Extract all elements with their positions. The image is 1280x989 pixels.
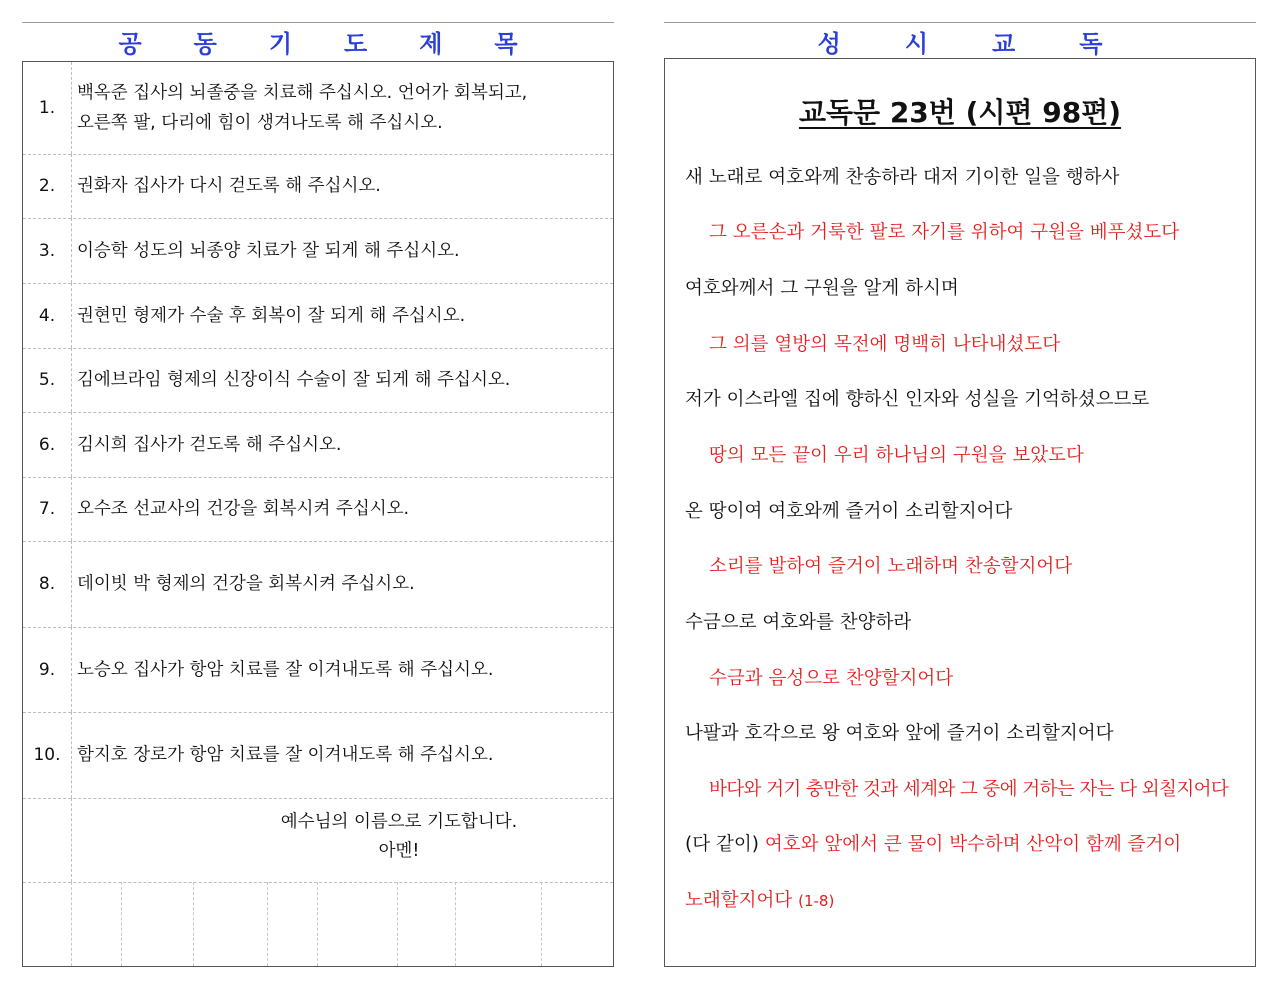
prayer-row bbox=[23, 283, 613, 349]
prayer-text: 오수조 선교사의 건강을 회복시켜 주십시오. bbox=[77, 499, 410, 519]
response-line: 수금과 음성으로 찬양할지어다 bbox=[709, 668, 954, 689]
prayer-text: 노승오 집사가 항암 치료를 잘 이겨내도록 해 주십시오. bbox=[77, 659, 494, 680]
prayer-number: 1. bbox=[38, 98, 56, 118]
prayer-text: 권현민 형제가 수술 후 회복이 잘 되게 해 주십시오. bbox=[77, 305, 466, 326]
response-line: 그 의를 열방의 목전에 명백히 나타내셨도다 bbox=[709, 334, 1061, 355]
prayer-number: 9. bbox=[38, 659, 56, 680]
prayer-number: 10. bbox=[33, 745, 61, 765]
leader-line: 온 땅이여 여호와께 즐거이 소리할지어다 bbox=[685, 501, 1013, 522]
prayer-text: 권화자 집사가 다시 걷도록 해 주십시오. bbox=[77, 176, 381, 196]
prayer-text: 김시희 집사가 걷도록 해 주십시오. bbox=[77, 434, 342, 455]
prayer-row bbox=[23, 348, 613, 413]
prayer-row bbox=[23, 477, 613, 542]
prayer-text: 백옥준 집사의 뇌졸중을 치료해 주십시오. 언어가 회복되고, 오른쪽 팔, 다리에 힘이 생겨나도록 해 주십시오. bbox=[77, 83, 528, 133]
closing-prayer-row bbox=[23, 798, 613, 883]
prayer-row bbox=[23, 154, 613, 219]
prayer-text: 이승학 성도의 뇌종양 치료가 잘 되게 해 주십시오. bbox=[77, 240, 460, 261]
response-line: 소리를 발하여 즐거이 노래하며 찬송할지어다 bbox=[709, 556, 1073, 577]
reading-heading: 교독문 23번 (시편 98편) bbox=[798, 96, 1122, 129]
prayer-number: 5. bbox=[38, 370, 56, 390]
prayer-number: 7. bbox=[38, 499, 56, 519]
closing-prayer bbox=[263, 808, 535, 866]
title-char: 동 bbox=[193, 29, 217, 58]
unison-line bbox=[685, 830, 1181, 856]
reading-section-title bbox=[664, 22, 1256, 59]
prayer-number: 4. bbox=[38, 305, 56, 326]
prayer-row bbox=[23, 627, 613, 713]
prayer-row bbox=[23, 712, 613, 799]
prayer-list-panel bbox=[22, 61, 614, 967]
unison-prefix: (다 같이) bbox=[685, 834, 759, 855]
title-char: 기 bbox=[268, 29, 292, 58]
title-char: 교 bbox=[992, 29, 1016, 58]
closing-line: 예수님의 이름으로 기도합니다. bbox=[280, 812, 518, 832]
title-char: 공 bbox=[118, 29, 142, 58]
prayer-section-title bbox=[22, 22, 614, 59]
prayer-text: 김에브라임 형제의 신장이식 수술이 잘 되게 해 주십시오. bbox=[77, 370, 511, 390]
prayer-number: 2. bbox=[38, 176, 56, 196]
response-line: 그 오른손과 거룩한 팔로 자기를 위하여 구원을 베푸셨도다 bbox=[709, 222, 1180, 243]
prayer-row bbox=[23, 541, 613, 628]
prayer-number: 3. bbox=[38, 240, 56, 261]
verse-reference: (1-8) bbox=[798, 892, 835, 910]
prayer-number: 6. bbox=[38, 434, 56, 455]
prayer-row bbox=[23, 412, 613, 478]
title-char: 성 bbox=[817, 29, 841, 58]
leader-line: 여호와께서 그 구원을 알게 하시며 bbox=[685, 278, 959, 299]
prayer-number: 8. bbox=[38, 574, 56, 594]
title-char: 시 bbox=[904, 29, 928, 58]
leader-line: 나팔과 호각으로 왕 여호와 앞에 즐거이 소리할지어다 bbox=[685, 723, 1114, 744]
unison-text: 노래할지어다 bbox=[685, 890, 793, 911]
response-line: 땅의 모든 끝이 우리 하나님의 구원을 보았도다 bbox=[709, 445, 1084, 466]
leader-line: 새 노래로 여호와께 찬송하라 대저 기이한 일을 행하사 bbox=[685, 167, 1120, 188]
prayer-text: 함지호 장로가 항암 치료를 잘 이겨내도록 해 주십시오. bbox=[77, 745, 494, 765]
prayer-text: 데이빗 박 형제의 건강을 회복시켜 주십시오. bbox=[77, 574, 415, 594]
response-line: 바다와 거기 충만한 것과 세계와 그 중에 거하는 자는 다 외칠지어다 bbox=[709, 779, 1229, 800]
leader-line: 수금으로 여호와를 찬양하라 bbox=[685, 612, 912, 633]
leader-line: 저가 이스라엘 집에 향하신 인자와 성실을 기억하셨으므로 bbox=[685, 389, 1150, 410]
prayer-row bbox=[23, 62, 613, 155]
responsive-reading-panel bbox=[664, 58, 1256, 967]
amen-line: 아멘! bbox=[378, 841, 420, 861]
title-char: 제 bbox=[419, 29, 443, 58]
empty-grid-area bbox=[23, 882, 613, 966]
title-char: 독 bbox=[1079, 29, 1103, 58]
prayer-row bbox=[23, 218, 613, 284]
unison-text: 여호와 앞에서 큰 물이 박수하며 산악이 함께 즐거이 bbox=[764, 834, 1182, 855]
unison-line bbox=[685, 886, 834, 912]
title-char: 목 bbox=[494, 29, 518, 58]
title-char: 도 bbox=[344, 29, 368, 58]
